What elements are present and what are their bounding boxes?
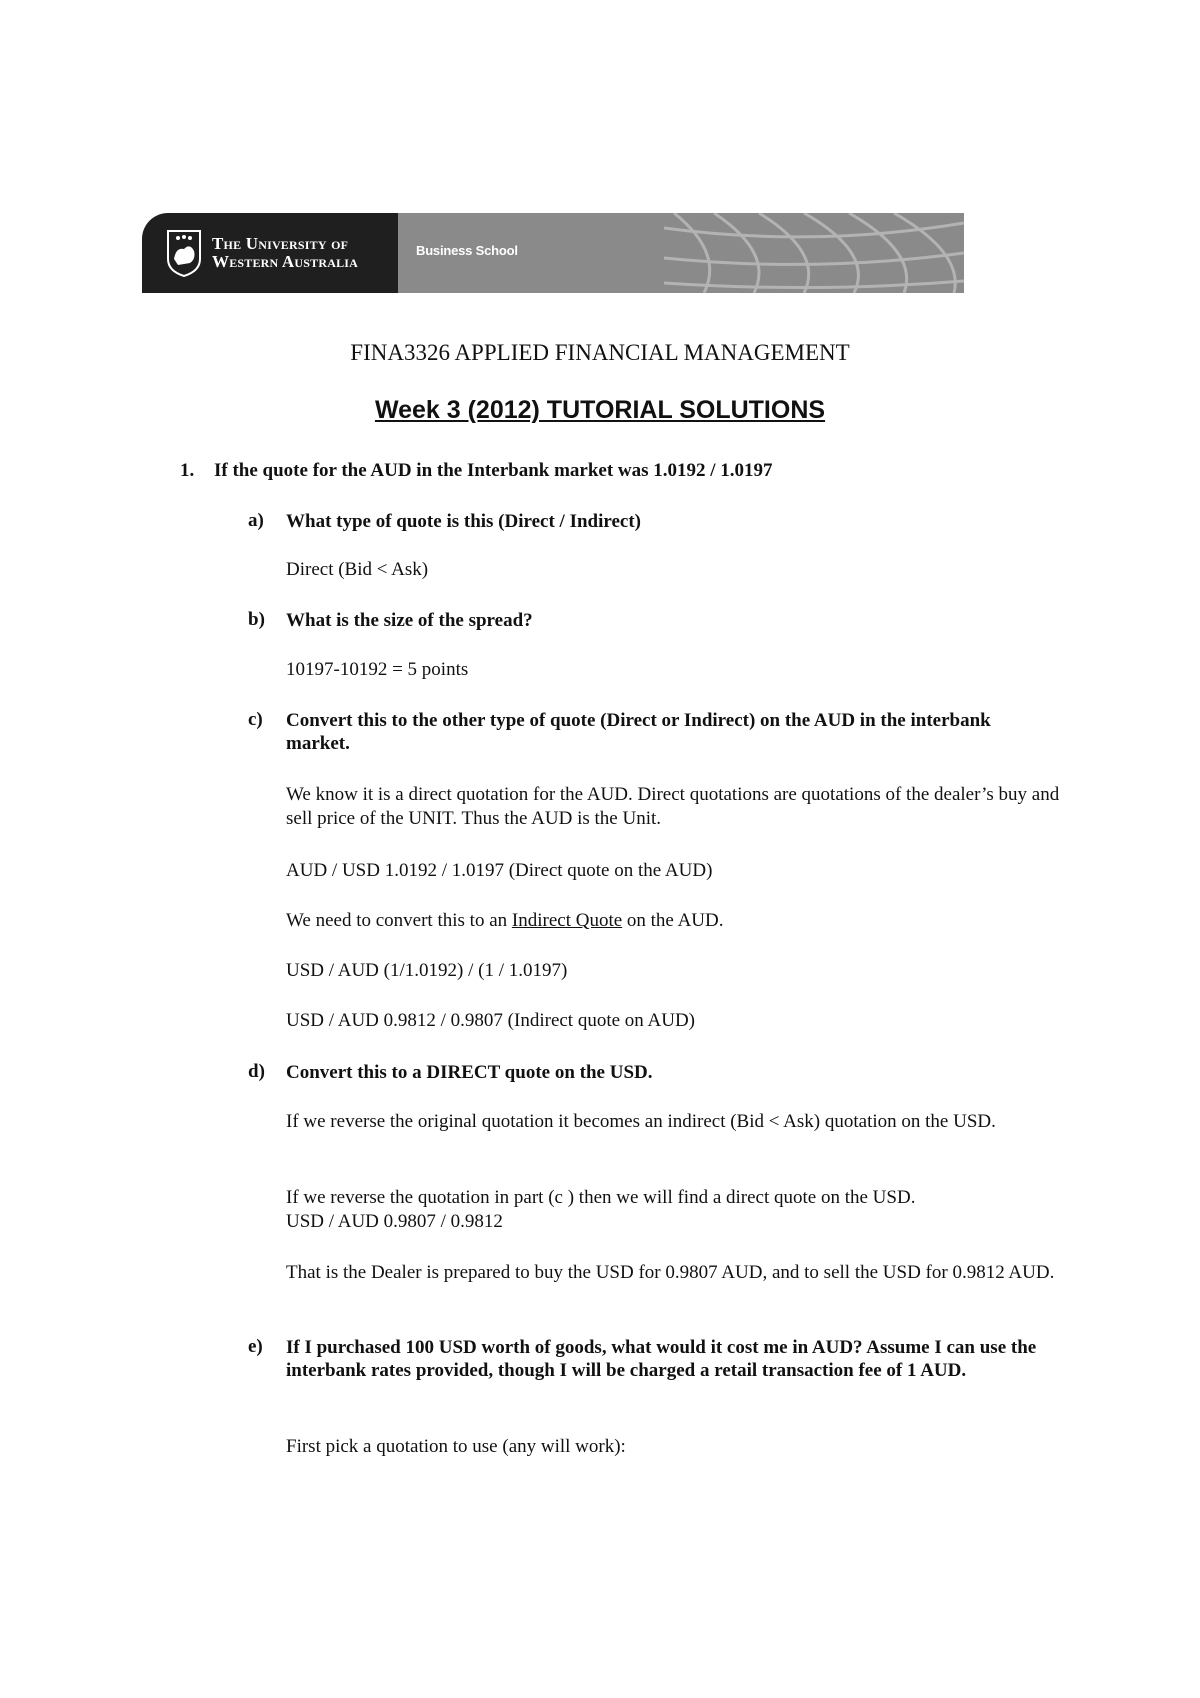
document-title: Week 3 (2012) TUTORIAL SOLUTIONS (374, 396, 826, 424)
university-logo-block (142, 213, 398, 293)
answer-text: We know it is a direct quotation for the AUD. Direct quotations are quotations of the dealer’s buy and sell price of the UNIT. Thus the AUD is the Unit. (286, 784, 1060, 829)
part-label: c) (248, 709, 263, 730)
answer-text (286, 909, 1066, 933)
answer-text: USD / AUD 0.9807 / 0.9812 (286, 1211, 503, 1232)
course-title: FINA3326 APPLIED FINANCIAL MANAGEMENT (350, 340, 850, 365)
part-label: d) (248, 1061, 265, 1082)
answer-text: Direct (Bid < Ask) (286, 559, 429, 580)
underlined-term: Indirect Quote (511, 910, 623, 931)
part-question: If I purchased 100 USD worth of goods, what would it cost me in AUD? Assume I can use the interbank rates provided, though I will be charged a retail transaction fee of 1 AUD. (286, 1337, 1037, 1381)
answer-text: USD / AUD 0.9812 / 0.9807 (Indirect quote on AUD) (286, 1010, 695, 1031)
answer-text: If we reverse the quotation in part (c ) then we will find a direct quote on the USD. (286, 1187, 916, 1208)
part-label: e) (248, 1336, 263, 1357)
banner-school-area (398, 213, 964, 293)
university-name-line2: Western Australia (212, 252, 359, 271)
answer-text: AUD / USD 1.0192 / 1.0197 (Direct quote on the AUD) (286, 860, 713, 881)
part-question: What is the size of the spread? (286, 610, 533, 631)
answer-text-part: on the AUD. (622, 910, 724, 931)
university-name-line1: The University of (212, 234, 349, 253)
university-name (212, 235, 358, 271)
part-label: a) (248, 510, 264, 531)
question-text: If the quote for the AUD in the Interbank market was 1.0192 / 1.0197 (214, 460, 773, 481)
part-question: Convert this to the other type of quote (Direct or Indirect) on the AUD in the interbank market. (286, 710, 991, 754)
answer-text: 10197-10192 = 5 points (286, 659, 469, 680)
answer-text: If we reverse the original quotation it becomes an indirect (Bid < Ask) quotation on the USD. (286, 1111, 996, 1132)
school-name: Business School (416, 243, 518, 258)
question-number: 1. (180, 460, 195, 481)
part-label: b) (248, 609, 265, 630)
header-banner (142, 213, 964, 293)
part-question: Convert this to a DIRECT quote on the USD. (286, 1062, 653, 1083)
university-crest-icon (166, 229, 202, 277)
part-question: What type of quote is this (Direct / Indirect) (286, 511, 641, 532)
answer-text: First pick a quotation to use (any will work): (286, 1436, 626, 1457)
decorative-pattern-icon (664, 213, 964, 293)
answer-text: That is the Dealer is prepared to buy the USD for 0.9807 AUD, and to sell the USD for 0.9812 AUD. (286, 1262, 1055, 1283)
answer-text-part: We need to convert this to an (286, 910, 512, 931)
answer-text: USD / AUD (1/1.0192) / (1 / 1.0197) (286, 960, 568, 981)
